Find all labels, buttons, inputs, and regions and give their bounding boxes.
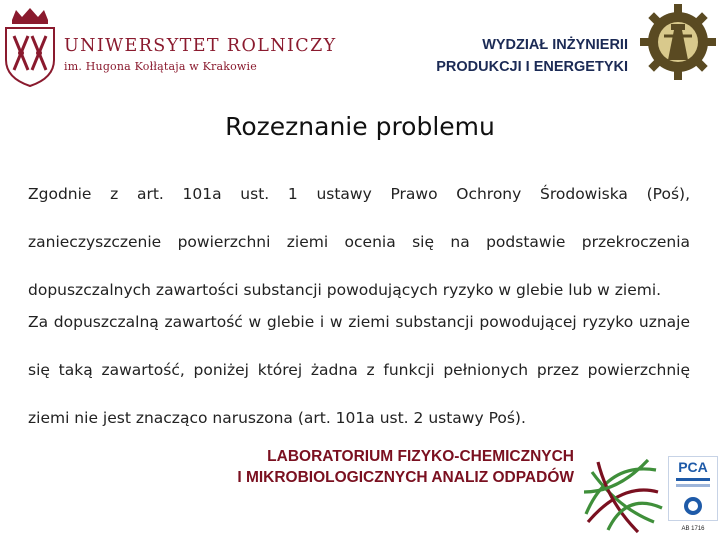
lab-name bbox=[237, 446, 574, 488]
lab-swirl-logo-icon bbox=[578, 452, 664, 536]
faculty-name bbox=[436, 34, 628, 78]
faculty-line-2: PRODUKCJI I ENERGETYKI bbox=[436, 59, 628, 75]
lab-name-line-2: I MIKROBIOLOGICZNYCH ANALIZ ODPADÓW bbox=[237, 469, 574, 486]
paragraph-2: Za dopuszczalną zawartość w glebie i w ziemi substancji powodującej ryzyko uznaje się taką zawartość, poniżej której żadna z funkcji pełnionych przez powierzchnię ziemi nie jest znacząco naruszona (art. 101a ust. 2 ustawy Poś). bbox=[28, 313, 690, 427]
accreditation-number: AB 1716 bbox=[681, 526, 705, 532]
university-crest-icon bbox=[2, 6, 58, 88]
pca-badge-text: PCA bbox=[678, 459, 708, 475]
faculty-gear-logo-icon bbox=[638, 2, 718, 82]
page-title: Rozeznanie problemu bbox=[225, 112, 495, 141]
paragraph-1: Zgodnie z art. 101a ust. 1 ustawy Prawo Ochrony Środowiska (Poś), zanieczyszczenie powierzchni ziemi ocenia się na podstawie przekroczenia dopuszczalnych zawartości substancji powodujących ryzyko w glebie lub w ziemi. bbox=[28, 185, 690, 299]
university-name: UNIWERSYTET ROLNICZY bbox=[64, 36, 337, 56]
university-subtitle: im. Hugona Kołłątaja w Krakowie bbox=[64, 60, 257, 73]
faculty-line-1: WYDZIAŁ INŻYNIERII bbox=[482, 37, 628, 53]
lab-name-line-1: LABORATORIUM FIZYKO-CHEMICZNYCH bbox=[267, 448, 574, 465]
